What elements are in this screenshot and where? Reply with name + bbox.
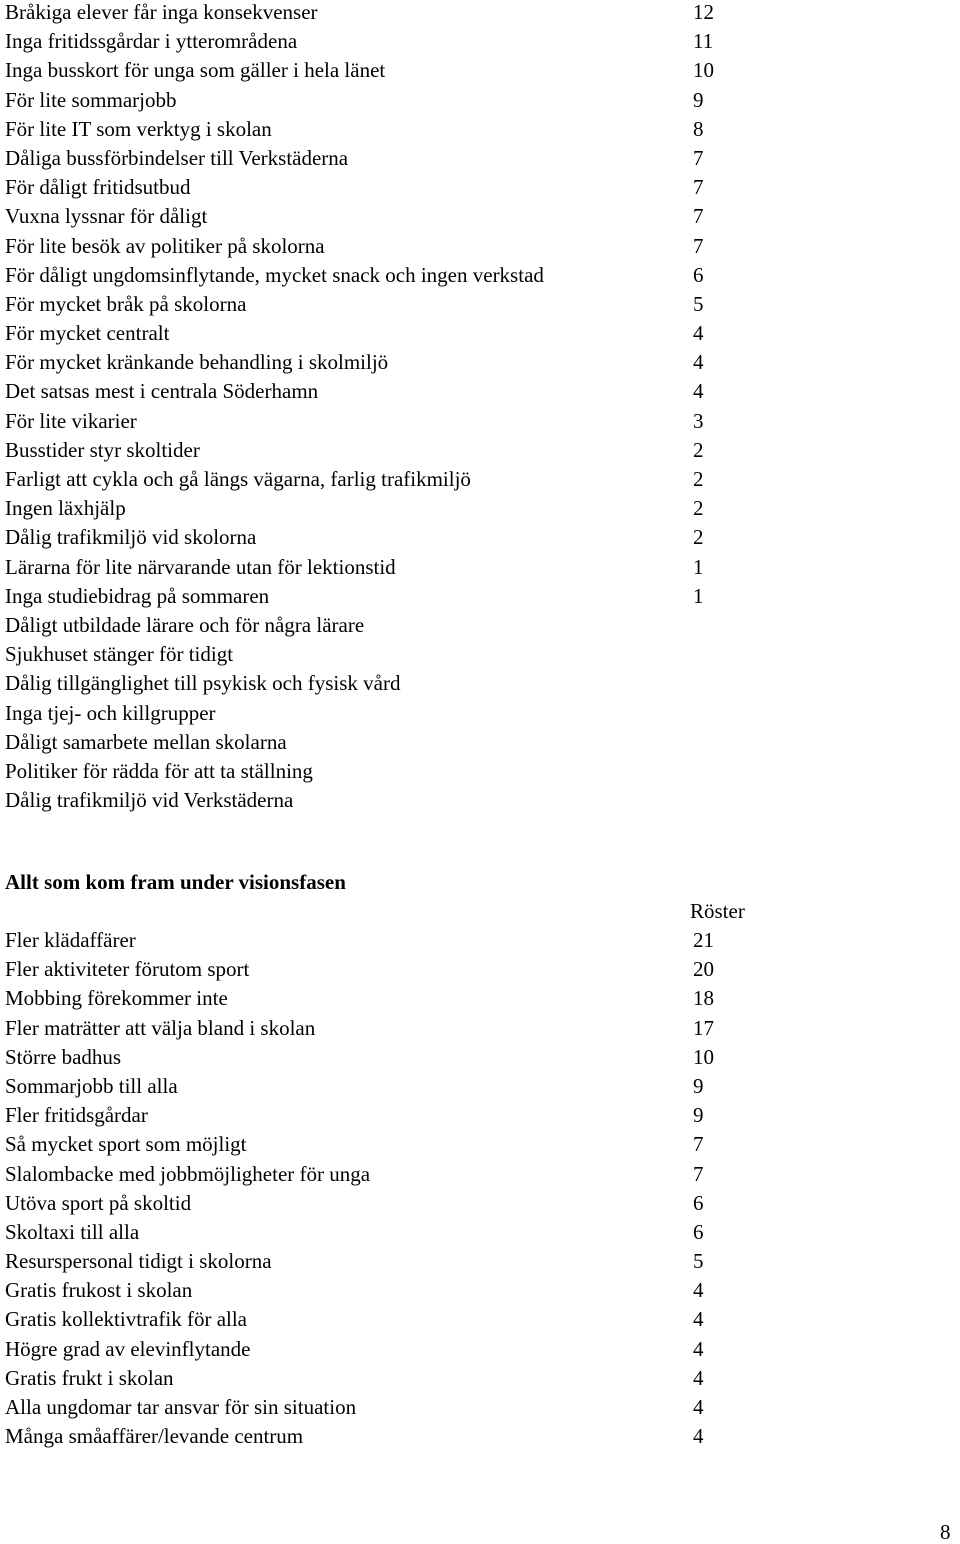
item-votes: 4 xyxy=(693,1278,704,1303)
item-label: Inga busskort för unga som gäller i hela länet xyxy=(5,58,386,83)
list-item xyxy=(5,117,765,146)
list-item xyxy=(5,409,765,438)
item-label: Dålig trafikmiljö vid skolorna xyxy=(5,525,257,550)
item-label: För dåligt fritidsutbud xyxy=(5,175,191,200)
list-item xyxy=(5,1074,765,1103)
item-label: Politiker för rädda för att ta ställning xyxy=(5,758,313,783)
item-votes: 10 xyxy=(693,1044,714,1069)
list-item xyxy=(5,292,765,321)
item-votes: 6 xyxy=(693,1190,704,1215)
list-item xyxy=(5,642,765,671)
item-label: Lärarna för lite närvarande utan för lektionstid xyxy=(5,554,396,579)
item-label: Farligt att cykla och gå längs vägarna, farlig trafikmiljö xyxy=(5,467,471,491)
item-label: Dåliga bussförbindelser till Verkstäderna xyxy=(5,145,349,170)
item-label: För mycket centralt xyxy=(5,321,170,346)
item-votes: 7 xyxy=(693,145,704,170)
item-label: För lite sommarjobb xyxy=(5,87,177,112)
item-label: För mycket bråk på skolorna xyxy=(5,291,247,316)
item-label: Resurspersonal tidigt i skolorna xyxy=(5,1249,272,1274)
item-label: Många småaffärer/levande centrum xyxy=(5,1424,304,1449)
item-votes: 8 xyxy=(693,116,704,141)
list-item xyxy=(5,496,765,525)
item-votes: 21 xyxy=(693,928,714,952)
item-votes: 4 xyxy=(693,1395,704,1419)
item-votes: 7 xyxy=(693,175,704,200)
item-votes: 1 xyxy=(693,554,704,579)
item-label: Dåligt utbildade lärare och för några lärare xyxy=(5,612,365,637)
item-votes: 4 xyxy=(693,1424,704,1449)
list-item xyxy=(5,730,765,759)
item-label: Gratis frukt i skolan xyxy=(5,1365,174,1390)
item-votes: 6 xyxy=(693,262,704,287)
list-item xyxy=(5,234,765,263)
item-label: För lite IT som verktyg i skolan xyxy=(5,116,272,141)
item-votes: 2 xyxy=(693,467,704,491)
list-item xyxy=(5,321,765,350)
item-label: Fler aktiviteter förutom sport xyxy=(5,957,250,982)
item-label: Större badhus xyxy=(5,1044,122,1069)
item-votes: 3 xyxy=(693,408,704,433)
list-item xyxy=(5,1220,765,1249)
list-item xyxy=(5,1103,765,1132)
item-votes: 7 xyxy=(693,1132,704,1157)
item-label: Ingen läxhjälp xyxy=(5,496,126,521)
list-item xyxy=(5,88,765,117)
item-label: För lite besök av politiker på skolorna xyxy=(5,233,325,258)
item-votes: 7 xyxy=(693,204,704,229)
item-votes: 4 xyxy=(693,1307,704,1332)
item-votes: 6 xyxy=(693,1219,704,1244)
item-label: För dåligt ungdomsinflytande, mycket snack och ingen verkstad xyxy=(5,262,544,287)
list-item xyxy=(5,379,765,408)
item-votes: 20 xyxy=(693,957,714,982)
item-votes: 5 xyxy=(693,1249,704,1274)
list-item xyxy=(5,467,765,496)
list-item xyxy=(5,1337,765,1366)
item-votes: 2 xyxy=(693,525,704,550)
list-item xyxy=(5,525,765,554)
item-label: Utöva sport på skoltid xyxy=(5,1190,192,1215)
item-votes: 7 xyxy=(693,1161,704,1186)
page-number: 8 xyxy=(940,1520,951,1544)
votes-column-header: Röster xyxy=(690,899,745,923)
item-label: Dålig trafikmiljö vid Verkstäderna xyxy=(5,788,294,813)
item-votes: 11 xyxy=(693,29,714,54)
item-label: Dåligt samarbete mellan skolarna xyxy=(5,729,287,754)
item-label: Gratis kollektivtrafik för alla xyxy=(5,1307,248,1332)
item-votes: 12 xyxy=(693,0,714,24)
list-item xyxy=(5,613,765,642)
item-label: Gratis frukost i skolan xyxy=(5,1278,193,1303)
item-label: Sjukhuset stänger för tidigt xyxy=(5,642,234,667)
list-item xyxy=(5,1278,765,1307)
list-item xyxy=(5,175,765,204)
item-label: Inga fritidssgårdar i ytterområdena xyxy=(5,29,298,54)
item-label: Busstider styr skoltider xyxy=(5,437,200,462)
list-item xyxy=(5,204,765,233)
list-item xyxy=(5,584,765,613)
item-votes: 10 xyxy=(693,58,714,83)
item-votes: 9 xyxy=(693,87,704,112)
section-heading: Allt som kom fram under visionsfasen xyxy=(5,870,346,894)
item-votes: 17 xyxy=(693,1015,714,1040)
list-item xyxy=(5,1307,765,1336)
list-item xyxy=(5,759,765,788)
item-votes: 2 xyxy=(693,437,704,462)
list-item xyxy=(5,928,765,957)
list-item xyxy=(5,263,765,292)
list-item xyxy=(5,701,765,730)
list-item xyxy=(5,1045,765,1074)
list-item xyxy=(5,1424,765,1453)
item-votes: 5 xyxy=(693,291,704,316)
item-label: Det satsas mest i centrala Söderhamn xyxy=(5,379,319,404)
list-item xyxy=(5,957,765,986)
item-label: Högre grad av elevinflytande xyxy=(5,1336,251,1361)
item-votes: 4 xyxy=(693,1365,704,1390)
list-item xyxy=(5,1132,765,1161)
item-votes: 4 xyxy=(693,321,704,346)
list-item xyxy=(5,671,765,700)
item-label: Fler maträtter att välja bland i skolan xyxy=(5,1015,316,1040)
item-label: Vuxna lyssnar för dåligt xyxy=(5,204,208,229)
vision-list xyxy=(5,928,765,1453)
list-item xyxy=(5,1249,765,1278)
item-votes: 2 xyxy=(693,496,704,521)
item-label: Inga tjej- och killgrupper xyxy=(5,700,216,725)
item-label: Bråkiga elever får inga konsekvenser xyxy=(5,0,318,24)
list-item xyxy=(5,29,765,58)
list-item xyxy=(5,350,765,379)
item-label: Dålig tillgänglighet till psykisk och fysisk vård xyxy=(5,671,401,696)
list-item xyxy=(5,58,765,87)
list-item xyxy=(5,1162,765,1191)
item-label: Mobbing förekommer inte xyxy=(5,986,228,1011)
item-votes: 7 xyxy=(693,233,704,258)
item-votes: 4 xyxy=(693,379,704,404)
item-votes: 9 xyxy=(693,1073,704,1098)
item-label: Fler klädaffärer xyxy=(5,928,136,952)
list-item xyxy=(5,1395,765,1424)
item-label: Skoltaxi till alla xyxy=(5,1219,140,1244)
item-label: Så mycket sport som möjligt xyxy=(5,1132,247,1157)
list-item xyxy=(5,1016,765,1045)
list-item xyxy=(5,438,765,467)
item-votes: 4 xyxy=(693,1336,704,1361)
problems-list xyxy=(5,0,765,817)
list-item xyxy=(5,146,765,175)
item-votes: 18 xyxy=(693,986,714,1011)
list-item xyxy=(5,1191,765,1220)
list-item xyxy=(5,788,765,817)
item-votes: 9 xyxy=(693,1103,704,1128)
item-label: Alla ungdomar tar ansvar för sin situation xyxy=(5,1395,357,1419)
item-label: Inga studiebidrag på sommaren xyxy=(5,583,270,608)
item-label: Fler fritidsgårdar xyxy=(5,1103,148,1128)
item-label: Sommarjobb till alla xyxy=(5,1073,178,1098)
list-item xyxy=(5,986,765,1015)
item-votes: 4 xyxy=(693,350,704,375)
list-item xyxy=(5,555,765,584)
item-label: För lite vikarier xyxy=(5,408,137,433)
list-item xyxy=(5,1366,765,1395)
list-item xyxy=(5,0,765,29)
item-votes: 1 xyxy=(693,583,704,608)
item-label: För mycket kränkande behandling i skolmiljö xyxy=(5,350,389,375)
item-label: Slalombacke med jobbmöjligheter för unga xyxy=(5,1161,371,1186)
